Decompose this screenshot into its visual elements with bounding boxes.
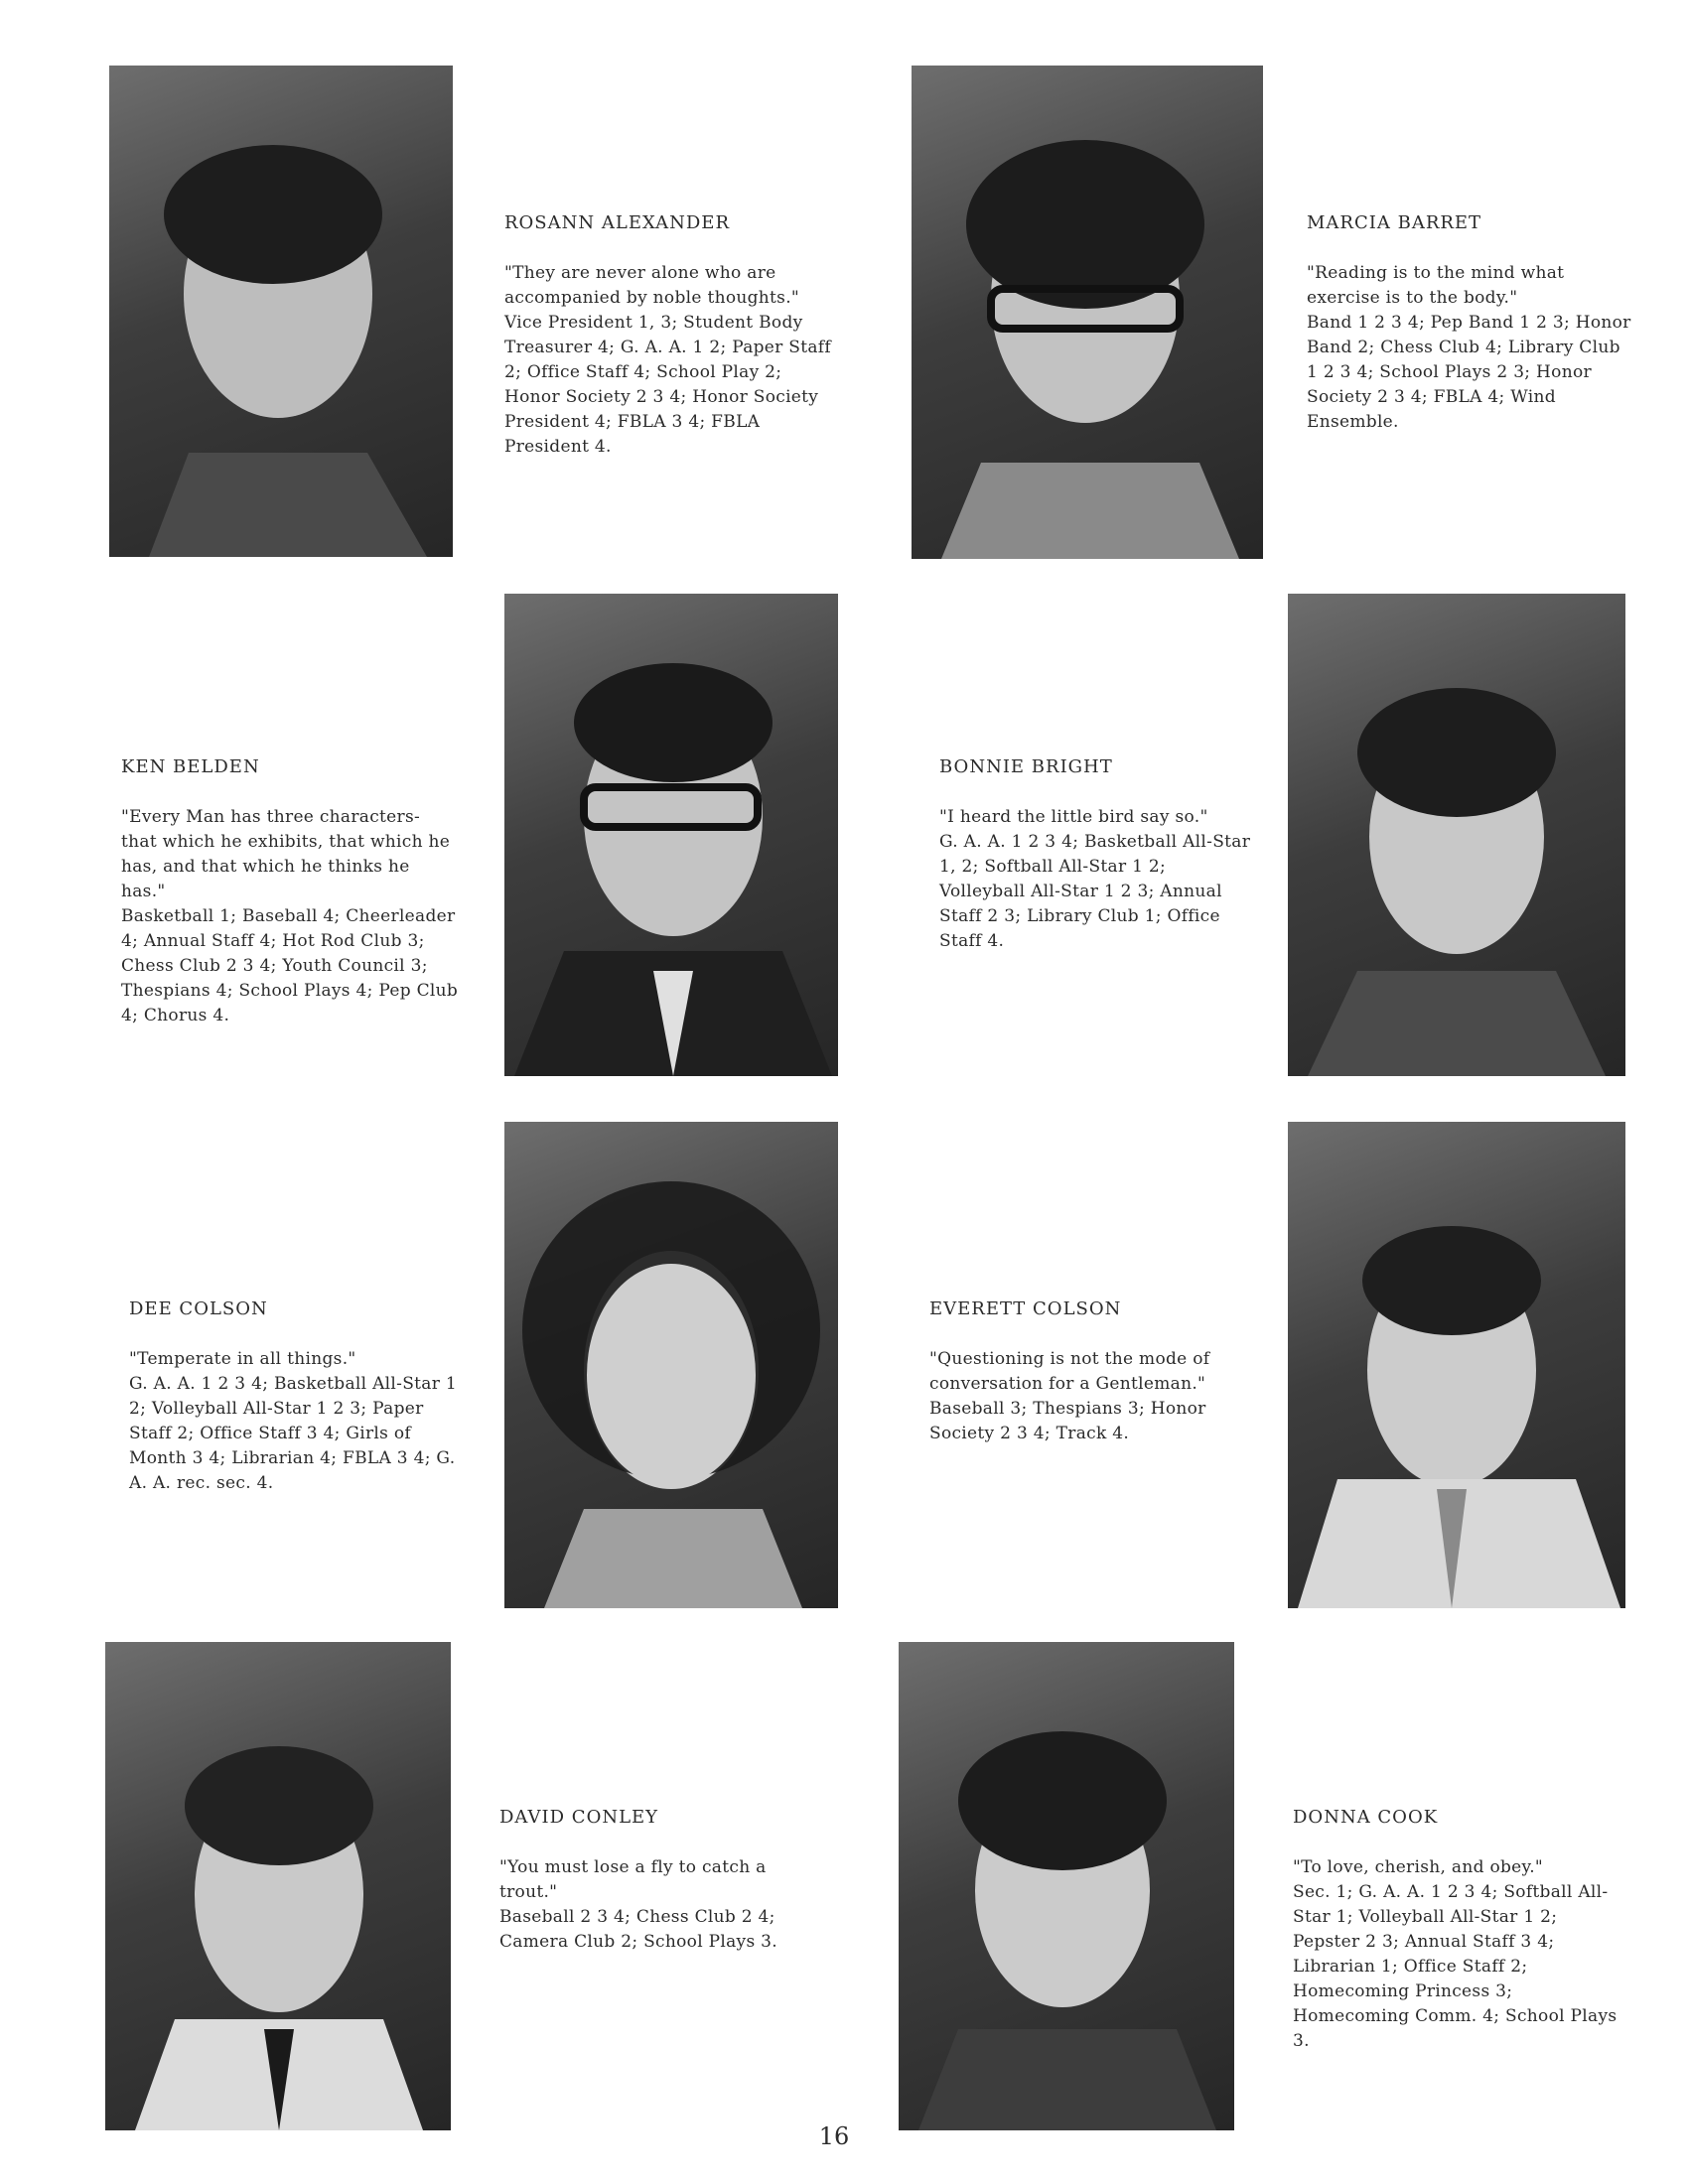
student-activities: Baseball 3; Thespians 3; Honor Society 2 3 4; Track 4. [929,1399,1206,1443]
student-portrait [109,66,453,557]
student-activities: Basketball 1; Baseball 4; Cheerleader 4; Annual Staff 4; Hot Rod Club 3; Chess Club 2 3 4; Youth Council 3; Thespians 4; School Plays 4; Pep Club 4; Chorus 4. [121,906,459,1025]
student-quote: "They are never alone who are accompanied by noble thoughts." [504,263,800,308]
student-entry [499,1805,827,1955]
student-entry [929,1297,1267,1446]
student-entry [939,754,1257,954]
student-quote: "Questioning is not the mode of conversation for a Gentleman." [929,1349,1210,1394]
student-portrait [504,594,838,1076]
student-quote: "You must lose a fly to catch a trout." [499,1857,767,1902]
student-quote: "Every Man has three characters- that which he exhibits, that which he has, and that which he thinks he has." [121,807,451,901]
student-name: KEN BELDEN [121,756,260,777]
student-name: BONNIE BRIGHT [939,756,1113,777]
student-entry [129,1297,457,1496]
student-portrait [1288,1122,1625,1608]
student-quote: "I heard the little bird say so." [939,807,1208,827]
page-number: 16 [818,2122,850,2150]
student-quote: "Reading is to the mind what exercise is to the body." [1307,263,1565,308]
student-name: DAVID CONLEY [499,1807,659,1828]
student-name: ROSANN ALEXANDER [504,212,730,233]
student-name: MARCIA BARRET [1307,212,1482,233]
student-quote: "Temperate in all things." [129,1349,356,1369]
student-entry [121,754,459,1028]
student-entry [1307,210,1634,435]
student-entry [504,210,832,460]
student-activities: Vice President 1, 3; Student Body Treasurer 4; G. A. A. 1 2; Paper Staff 2; Office Staff 4; School Play 2; Honor Society 2 3 4; Honor Society President 4; FBLA 3 4; FBLA President 4. [504,313,831,457]
student-activities: G. A. A. 1 2 3 4; Basketball All-Star 1, 2; Softball All-Star 1 2; Volleyball All-Star 1 2 3; Annual Staff 2 3; Library Club 1; Office Staff 4. [939,832,1251,951]
student-activities: Band 1 2 3 4; Pep Band 1 2 3; Honor Band 2; Chess Club 4; Library Club 1 2 3 4; School Plays 2 3; Honor Society 2 3 4; FBLA 4; Wind Ensemble. [1307,313,1631,432]
student-portrait [504,1122,838,1608]
student-name: DONNA COOK [1293,1807,1439,1828]
student-portrait [105,1642,451,2130]
student-quote: "To love, cherish, and obey." [1293,1857,1544,1877]
student-activities: G. A. A. 1 2 3 4; Basketball All-Star 1 2; Volleyball All-Star 1 2 3; Paper Staff 2; Office Staff 3 4; Girls of Month 3 4; Librarian 4; FBLA 3 4; G. A. A. rec. sec. 4. [129,1374,457,1493]
student-name: EVERETT COLSON [929,1298,1122,1319]
student-portrait [1288,594,1625,1076]
student-portrait [912,66,1263,559]
student-portrait [899,1642,1234,2130]
student-entry [1293,1805,1620,2054]
student-name: DEE COLSON [129,1298,268,1319]
student-activities: Sec. 1; G. A. A. 1 2 3 4; Softball All-Star 1; Volleyball All-Star 1 2; Pepster 2 3; Annual Staff 3 4; Librarian 1; Office Staff 2; Homecoming Princess 3; Homecoming Comm. 4; School Plays 3. [1293,1882,1618,2051]
student-activities: Baseball 2 3 4; Chess Club 2 4; Camera Club 2; School Plays 3. [499,1907,778,1952]
